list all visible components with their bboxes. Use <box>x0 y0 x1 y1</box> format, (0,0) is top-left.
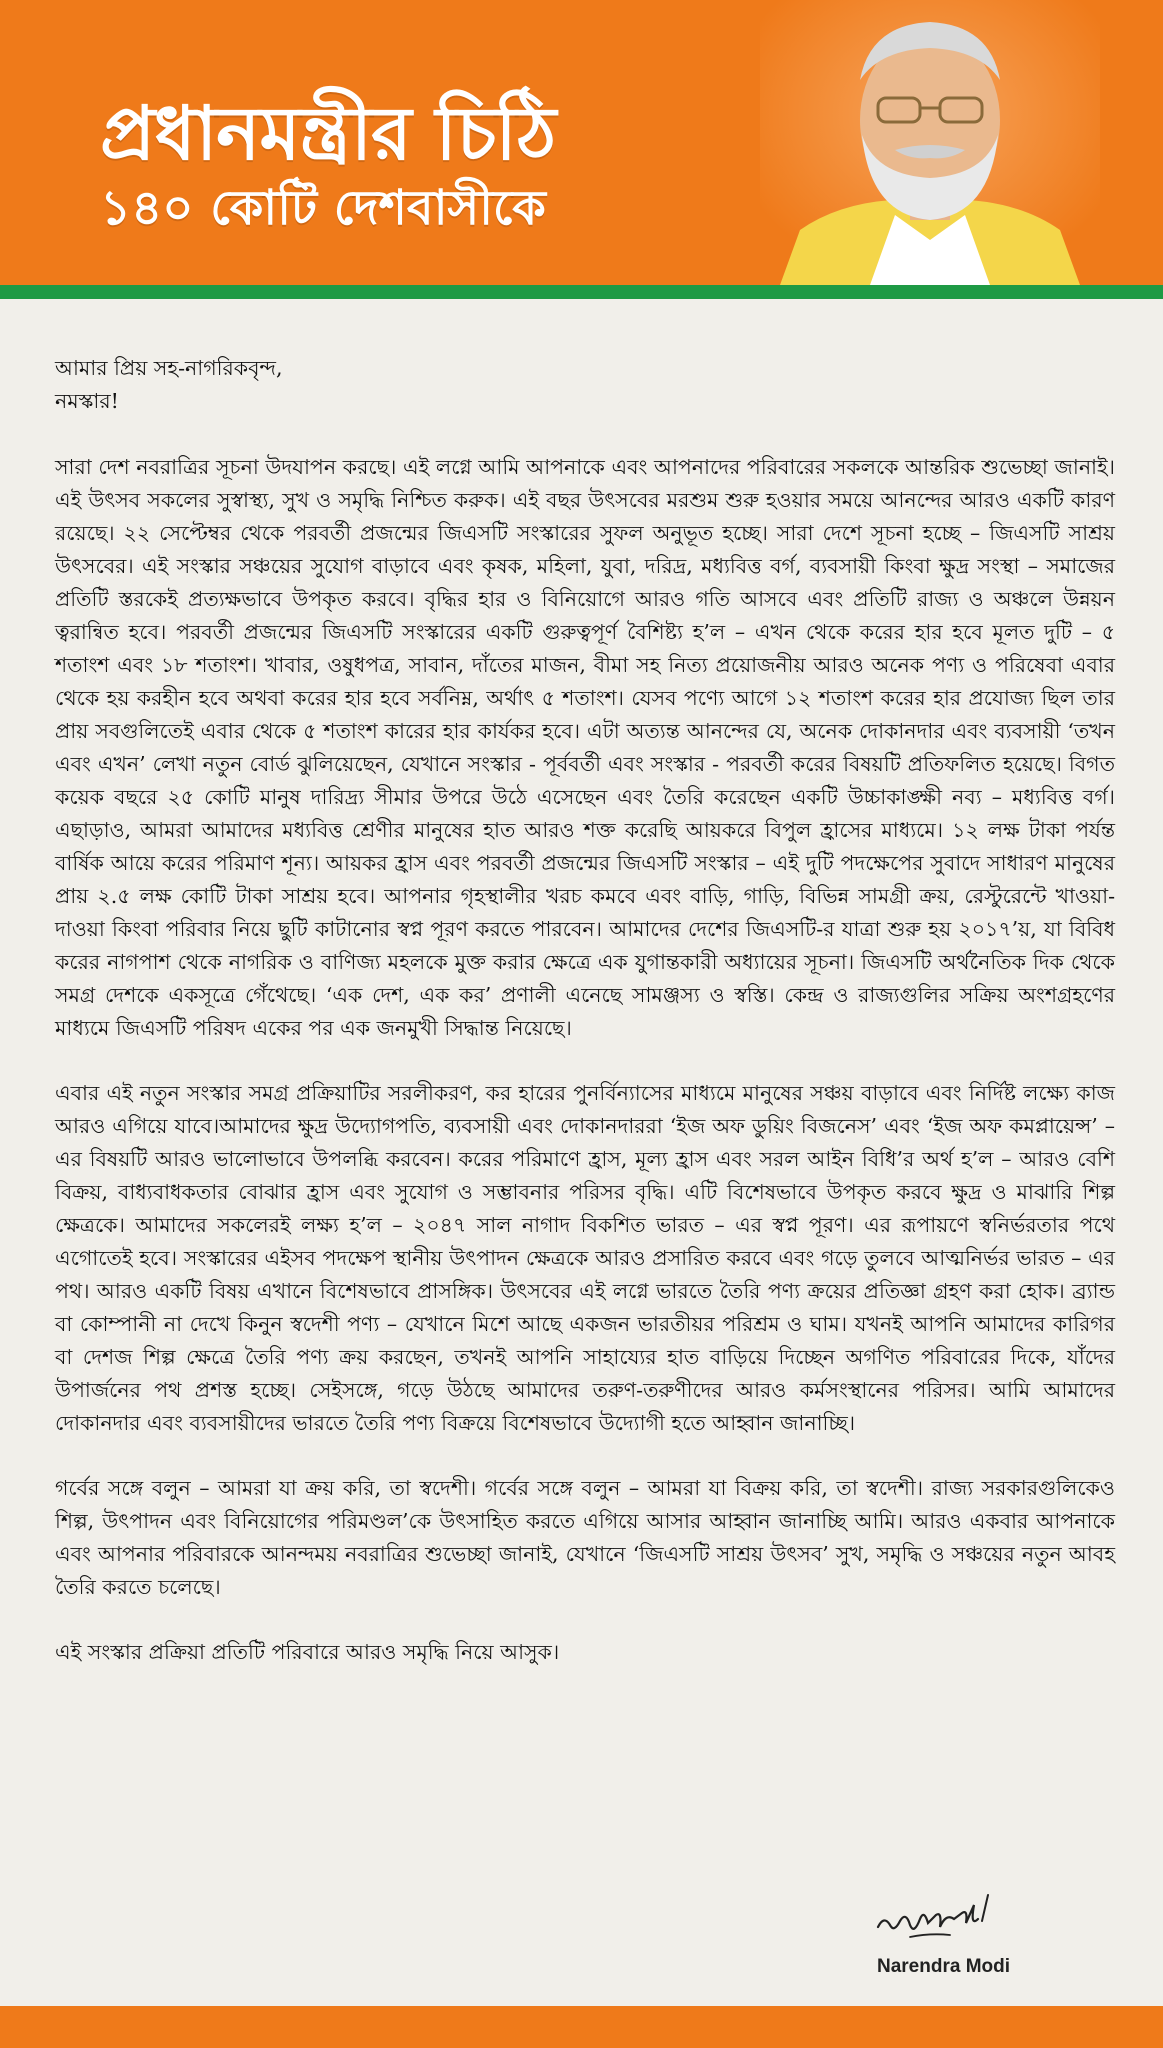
header-banner <box>0 0 1163 285</box>
letter-closing: এই সংস্কার প্রক্রিয়া প্রতিটি পরিবারে আরও সমৃদ্ধি নিয়ে আসুক। <box>55 1640 560 1664</box>
signature-name: Narendra Modi <box>877 1956 1011 1977</box>
letter-paragraph: গর্বের সঙ্গে বলুন – আমরা যা ক্রয় করি, তা স্বদেশী। গর্বের সঙ্গে বলুন – আমরা যা বিক্রয় করি, তা স্বদেশী। রাজ্য সরকারগুলিকেও শিল্প, উৎপাদন এবং বিনিয়োগের পরিমণ্ডল’কে উৎসাহিত করতে এগিয়ে আসার আহ্বান জানাচ্ছি আমি। আরও একবার আপনাকে এবং আপনার পরিবারকে আনন্দময় নবরাত্রির শুভেচ্ছা জানাই, যেখানে ‘জিএসটি সাশ্রয় উৎসব’ সুখ, সমৃদ্ধি ও সঞ্চয়ের নতুন আবহ তৈরি করতে চলেছে। <box>55 1476 1115 1599</box>
letter-greeting: আমার প্রিয় সহ-নাগরিকবৃন্দ, <box>55 356 283 380</box>
banner-subtitle: ১৪০ কোটি দেশবাসীকে <box>100 180 546 236</box>
letter-paragraph: এবার এই নতুন সংস্কার সমগ্র প্রক্রিয়াটির সরলীকরণ, কর হারের পুনর্বিন্যাসের মাধ্যমে মানুষের সঞ্চয় বাড়াবে এবং নির্দিষ্ট লক্ষ্যে কাজ আরও এগিয়ে যাবে।আমাদের ক্ষুদ্র উদ্যোগপতি, ব্যবসায়ী এবং দোকানদাররা ‘ইজ অফ ডুয়িং বিজনেস’ এবং ‘ইজ অফ কমপ্লায়েন্স’ – এর বিষয়টি আরও ভালোভাবে উপলব্ধি করবেন। করের পরিমাণে হ্রাস, মূল্য হ্রাস এবং সরল আইন বিধি’র অর্থ হ’ল – আরও বেশি বিক্রয়, বাধ্যবাধকতার বোঝার হ্রাস এবং সুযোগ ও সম্ভাবনার পরিসর বৃদ্ধি। এটি বিশেষভাবে উপকৃত করবে ক্ষুদ্র ও মাঝারি শিল্প ক্ষেত্রকে। আমাদের সকলেরই লক্ষ্য হ’ল – ২০৪৭ সাল নাগাদ বিকশিত ভারত – এর স্বপ্ন পূরণ। এর রূপায়ণে স্বনির্ভরতার পথে এগোতেই হবে। সংস্কারের এইসব পদক্ষেপ স্থানীয় উৎপাদন ক্ষেত্রকে আরও প্রসারিত করবে এবং গড়ে তুলবে আত্মনির্ভর ভারত – এর পথ। আরও একটি বিষয় এখানে বিশেষভাবে প্রাসঙ্গিক। উৎসবের এই লগ্নে ভারতে তৈরি পণ্য ক্রয়ের প্রতিজ্ঞা গ্রহণ করা হোক। ব্র্যান্ড বা কোম্পানী না দেখে কিনুন স্বদেশী পণ্য – যেখানে মিশে আছে একজন ভারতীয়র পরিশ্রম ও ঘাম। যখনই আপনি আমাদের কারিগর বা দেশজ শিল্প ক্ষেত্রে তৈরি পণ্য ক্রয় করছেন, তখনই আপনি সাহায্যের হাত বাড়িয়ে দিচ্ছেন অগণিত পরিবারের দিকে, যাঁদের উপার্জনের পথ প্রশস্ত হচ্ছে। সেইসঙ্গে, গড়ে উঠছে আমাদের তরুণ-তরুণীদের আরও কর্মসংস্থানের পরিসর। আমি আমাদের দোকানদার এবং ব্যবসায়ীদের ভারতে তৈরি পণ্য বিক্রয়ে বিশেষভাবে উদ্যোগী হতে আহ্বান জানাচ্ছি। <box>55 1081 1115 1435</box>
prime-minister-portrait <box>760 0 1100 285</box>
letter-paragraph: সারা দেশ নবরাত্রির সূচনা উদযাপন করছে। এই লগ্নে আমি আপনাকে এবং আপনাদের পরিবারের সকলকে আন্তরিক শুভেচ্ছা জানাই। এই উৎসব সকলের সুস্বাস্থ্য, সুখ ও সমৃদ্ধি নিশ্চিত করুক। এই বছর উৎসবের মরশুম শুরু হওয়ার সময়ে আনন্দের আরও একটি কারণ রয়েছে। ২২ সেপ্টেম্বর থেকে পরবর্তী প্রজন্মের জিএসটি সংস্কারের সুফল অনুভূত হচ্ছে। সারা দেশে সূচনা হচ্ছে – জিএসটি সাশ্রয় উৎসবের। এই সংস্কার সঞ্চয়ের সুযোগ বাড়াবে এবং কৃষক, মহিলা, যুবা, দরিদ্র, মধ্যবিত্ত বর্গ, ব্যবসায়ী কিংবা ক্ষুদ্র সংস্থা – সমাজের প্রতিটি স্তরকেই প্রত্যক্ষভাবে উপকৃত করবে। বৃদ্ধির হার ও বিনিয়োগে আরও গতি আসবে এবং প্রতিটি রাজ্য ও অঞ্চলে উন্নয়ন ত্বরান্বিত হবে। পরবর্তী প্রজন্মের জিএসটি সংস্কারের একটি গুরুত্বপূর্ণ বৈশিষ্ট্য হ’ল – এখন থেকে করের হার হবে মূলত দুটি – ৫ শতাংশ এবং ১৮ শতাংশ। খাবার, ওষুধপত্র, সাবান, দাঁতের মাজন, বীমা সহ নিত্য প্রয়োজনীয় আরও অনেক পণ্য ও পরিষেবা এবার থেকে হয় করহীন হবে অথবা করের হার হবে সর্বনিম্ন, অর্থাৎ ৫ শতাংশ। যেসব পণ্যে আগে ১২ শতাংশ করের হার প্রযোজ্য ছিল তার প্রায় সবগুলিতেই এবার থেকে ৫ শতাংশ কারের হার কার্যকর হবে। এটা অত্যন্ত আনন্দের যে, অনেক দোকানদার এবং ব্যবসায়ী ‘তখন এবং এখন’ লেখা নতুন বোর্ড ঝুলিয়েছেন, যেখানে সংস্কার - পূর্ববর্তী এবং সংস্কার - পরবর্তী করের বিষয়টি প্রতিফলিত হয়েছে। বিগত কয়েক বছরে ২৫ কোটি মানুষ দারিদ্র্য সীমার উপরে উঠে এসেছেন এবং তৈরি করেছেন একটি উচ্চাকাঙ্ক্ষী নব্য – মধ্যবিত্ত বর্গ। এছাড়াও, আমরা আমাদের মধ্যবিত্ত শ্রেণীর মানুষের হাত আরও শক্ত করেছি আয়করে বিপুল হ্রাসের মাধ্যমে। ১২ লক্ষ টাকা পর্যন্ত বার্ষিক আয়ে করের পরিমাণ শূন্য। আয়কর হ্রাস এবং পরবর্তী প্রজন্মের জিএসটি সংস্কার – এই দুটি পদক্ষেপের সুবাদে সাধারণ মানুষের প্রায় ২.৫ লক্ষ কোটি টাকা সাশ্রয় হবে। আপনার গৃহস্থালীর খরচ কমবে এবং বাড়ি, গাড়ি, বিভিন্ন সামগ্রী ক্রয়, রেস্টুরেন্টে খাওয়া-দাওয়া কিংবা পরিবার নিয়ে ছুটি কাটানোর স্বপ্ন পূরণ করতে পারবেন। আমাদের দেশের জিএসটি-র যাত্রা শুরু হয় ২০১৭’য়, যা বিবিধ করের নাগপাশ থেকে নাগরিক ও বাণিজ্য মহলকে মুক্ত করার ক্ষেত্রে এক যুগান্তকারী অধ্যায়ের সূচনা। জিএসটি অর্থনৈতিক দিক থেকে সমগ্র দেশকে একসূত্রে গেঁথেছে। ‘এক দেশ, এক কর’ প্রণালী এনেছে সামঞ্জস্য ও স্বস্তি। কেন্দ্র ও রাজ্যগুলির সক্রিয় অংশগ্রহণের মাধ্যমে জিএসটি পরিষদ একের পর এক জনমুখী সিদ্ধান্ত নিয়েছে। <box>55 455 1115 1040</box>
letter-body <box>55 352 1115 1701</box>
footer-bar <box>0 2006 1163 2048</box>
green-divider <box>0 285 1163 299</box>
letter-namaskar: নমস্কার! <box>55 389 119 413</box>
banner-title: প্রধানমন্ত্রীর চিঠি <box>100 91 556 177</box>
